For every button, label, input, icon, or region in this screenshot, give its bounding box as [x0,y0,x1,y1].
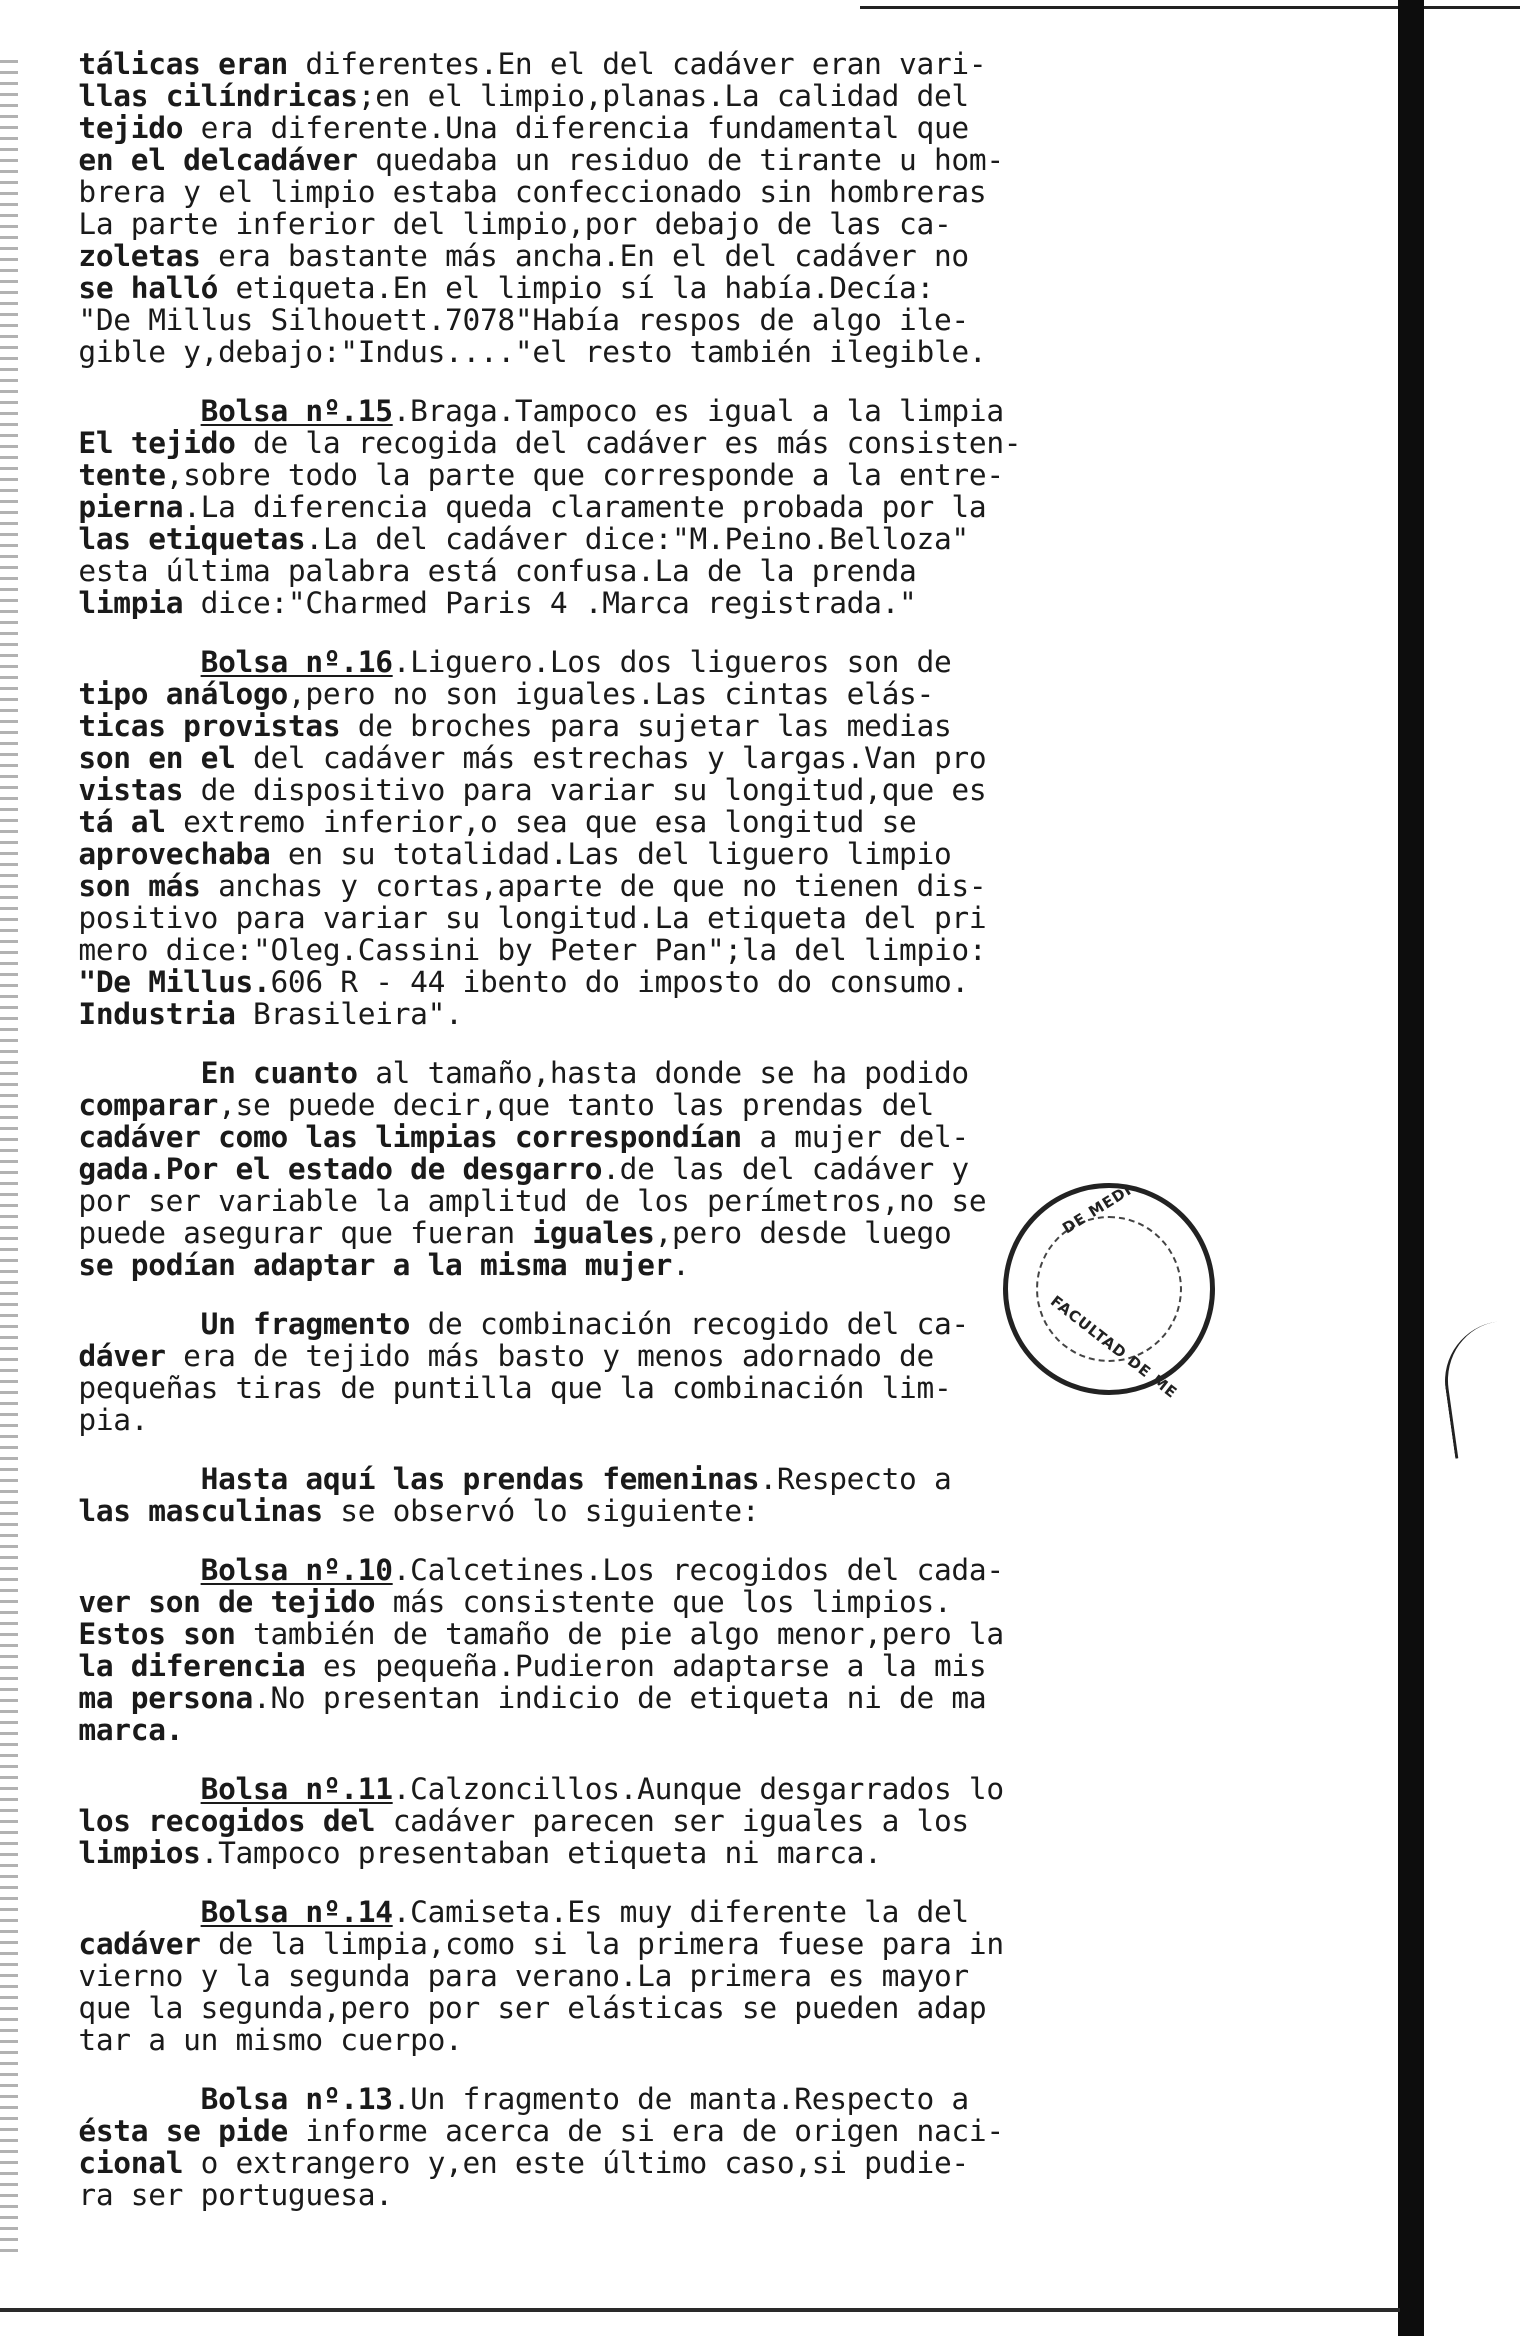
text-run: ,pero desde luego [654,1216,952,1250]
text-run: tar a un mismo cuerpo. [26,2023,463,2057]
text-run [26,1772,201,1806]
bottom-border-rule [0,2308,1400,2312]
text-run: gada.Por el estado de desgarro [78,1152,603,1186]
text-run [26,490,78,524]
text-run: 606 R - 44 ibento do imposto do consumo. [270,965,969,999]
text-run: etiqueta.En el limpio sí la había.Decía: [218,271,934,305]
bag-heading: Bolsa nº.16 [200,645,393,679]
text-line [26,1650,1026,1682]
text-run: pia. [26,1403,149,1437]
text-run [26,1649,78,1683]
text-run: más consistente que los limpios. [375,1585,952,1619]
text-line [26,998,1026,1030]
text-run [26,1895,201,1929]
text-line [26,112,1026,144]
text-run: Bolsa nº.13 [200,2082,393,2116]
text-run: ,se puede decir,que tanto las prendas del [218,1088,934,1122]
text-line [26,2024,1026,2056]
text-run: Estos son [78,1617,236,1651]
text-line [26,272,1026,304]
text-run: ma persona [78,1681,253,1715]
text-run: "De Millus Silhouett.7078"Había respos de algo ile- [26,303,969,337]
text-run: por ser variable la amplitud de los perímetros,no se [26,1184,987,1218]
text-run [26,143,78,177]
text-run: .Liguero.Los dos ligueros son de [392,645,952,679]
text-run: de combinación recogido del ca- [410,1307,969,1341]
text-run [26,2082,201,2116]
text-run: Industria [78,997,236,1031]
text-line [26,1495,1026,1527]
text-run [26,1339,78,1373]
text-run: era bastante más ancha.En el del cadáver no [200,239,969,273]
text-run: mero dice:"Oleg.Cassini by Peter Pan";la del limpio: [26,933,987,967]
paragraph [26,48,1026,368]
text-run: pequeñas tiras de puntilla que la combinación lim- [26,1371,952,1405]
text-run: vistas [78,773,184,807]
text-run: de dispositivo para variar su longitud,que es [183,773,987,807]
text-line [26,427,1026,459]
text-run: positivo para variar su longitud.La etiqueta del pri [26,901,987,935]
text-run: ésta se pide [78,2114,288,2148]
bag-heading: Bolsa nº.14 [200,1895,393,1929]
text-run [26,522,78,556]
text-run: ra ser portuguesa. [26,2178,393,2212]
text-line [26,176,1026,208]
text-run: .La diferencia queda claramente probada por la [183,490,987,524]
text-line [26,1308,1026,1340]
text-run: cional [78,2146,184,2180]
text-run [26,1713,78,1747]
text-run: extremo inferior,o sea que esa longitud se [165,805,917,839]
text-line [26,555,1026,587]
text-run: Hasta aquí las prendas femeninas [200,1462,760,1496]
text-run: ver son de tejido [78,1585,376,1619]
text-line [26,1372,1026,1404]
text-line [26,2083,1026,2115]
text-run [26,997,78,1031]
left-edge-bleed-through [0,60,18,2260]
text-line [26,336,1026,368]
text-line [26,1057,1026,1089]
text-line [26,902,1026,934]
text-run [26,426,78,460]
text-run: vierno y la segunda para verano.La primera es mayor [26,1959,969,1993]
text-line [26,208,1026,240]
text-run: cadáver como las limpias correspondían [78,1120,742,1154]
text-run: puede asegurar que fueran [26,1216,533,1250]
text-run: .Tampoco presentaban etiqueta ni marca. [200,1836,882,1870]
text-run [26,677,78,711]
text-run: cadáver parecen ser iguales a los [375,1804,969,1838]
text-line [26,1089,1026,1121]
text-run: .No presentan indicio de etiqueta ni de ma [253,1681,987,1715]
text-run: .Calzoncillos.Aunque desgarrados lo [392,1772,1004,1806]
text-run: limpios [78,1836,201,1870]
text-line [26,806,1026,838]
text-run: iguales [532,1216,655,1250]
bag-heading: Bolsa nº.11 [200,1772,393,1806]
text-line [26,1554,1026,1586]
text-run [26,47,78,81]
text-line [26,838,1026,870]
text-run [26,1617,78,1651]
text-line [26,523,1026,555]
paragraph [26,2083,1026,2211]
text-run [26,837,78,871]
text-run: .de las del cadáver y [602,1152,969,1186]
paragraph [26,1896,1026,2056]
text-run: es pequeña.Pudieron adaptarse a la mis [305,1649,987,1683]
text-run: se podían adaptar a la misma mujer [78,1248,673,1282]
text-run [26,1927,78,1961]
text-run [26,394,201,428]
text-line [26,1185,1026,1217]
paragraph [26,395,1026,619]
text-run: cadáver [78,1927,201,1961]
text-line [26,1837,1026,1869]
text-run: era de tejido más basto y menos adornado de [165,1339,934,1373]
text-line [26,774,1026,806]
text-run: En cuanto [200,1056,358,1090]
text-line [26,1682,1026,1714]
text-run: en su totalidad.Las del liguero limpio [270,837,952,871]
text-run: .La del cadáver dice:"M.Peino.Belloza" [305,522,969,556]
paragraph [26,646,1026,1030]
text-run [26,965,78,999]
text-run [26,1248,78,1282]
text-run: dáver [78,1339,166,1373]
text-run: diferentes.En el del cadáver eran vari- [287,47,987,81]
text-run [26,1804,78,1838]
text-run: El tejido [78,426,236,460]
text-run [26,1462,201,1496]
text-run [26,1307,201,1341]
text-line [26,2179,1026,2211]
text-run [26,1585,78,1619]
text-run: se halló [78,271,219,305]
text-line [26,1618,1026,1650]
paragraph [26,1057,1026,1281]
document-body [26,48,1026,2238]
text-run [26,709,78,743]
text-run: .Braga.Tampoco es igual a la limpia [392,394,1004,428]
text-run: ;en el limpio,planas.La calidad del [357,79,969,113]
text-line [26,2147,1026,2179]
text-run [26,805,78,839]
text-run: la diferencia [78,1649,306,1683]
text-run: quedaba un residuo de tirante u hom- [357,143,1004,177]
text-run [26,645,201,679]
text-run: al tamaño,hasta donde se ha podido [357,1056,969,1090]
text-run [26,2146,78,2180]
text-line [26,1773,1026,1805]
text-run: tá al [78,805,166,839]
text-run: las etiquetas [78,522,306,556]
text-run: .Calcetines.Los recogidos del cada- [392,1553,1004,1587]
text-run: "De Millus. [78,965,271,999]
text-run: . [672,1248,690,1282]
text-line [26,144,1026,176]
text-line [26,587,1026,619]
text-line [26,1805,1026,1837]
text-run [26,741,78,775]
text-line [26,678,1026,710]
text-run [26,1120,78,1154]
text-run: ticas provistas [78,709,341,743]
text-run [26,1836,78,1870]
text-line [26,1586,1026,1618]
text-line [26,646,1026,678]
seal-text-bottom: FACULTAD DE ME [1046,1291,1181,1403]
text-run: de la limpia,como si la primera fuese para in [200,1927,1004,1961]
seal-text-top: DE MEDI [1059,1180,1135,1238]
paragraph [26,1773,1026,1869]
text-run: .Respecto a [759,1462,952,1496]
text-line [26,1217,1026,1249]
text-run: los recogidos del [78,1804,376,1838]
text-line [26,1121,1026,1153]
text-line [26,2115,1026,2147]
text-run: a mujer del- [741,1120,969,1154]
text-run: tipo análogo [78,677,288,711]
text-run: gible y,debajo:"Indus...."el resto también ilegible. [26,335,987,369]
text-line [26,1340,1026,1372]
text-run [26,869,78,903]
text-run: son en el [78,741,236,775]
text-run: de la recogida del cadáver es más consisten- [235,426,1022,460]
text-line [26,966,1026,998]
text-line [26,1960,1026,1992]
text-line [26,459,1026,491]
text-line [26,1928,1026,1960]
text-run [26,1494,78,1528]
text-line [26,80,1026,112]
text-run: limpia [78,586,184,620]
text-run: tente [78,458,166,492]
text-run: zoletas [78,239,201,273]
text-line [26,710,1026,742]
paragraph [26,1308,1026,1436]
text-run: .Camiseta.Es muy diferente la del [392,1895,969,1929]
bag-heading: Bolsa nº.15 [200,394,393,428]
text-line [26,240,1026,272]
bag-heading: Bolsa nº.10 [200,1553,393,1587]
text-run: que la segunda,pero por ser elásticas se pueden adap [26,1991,987,2025]
right-scan-edge [1398,0,1424,2336]
text-line [26,934,1026,966]
text-line [26,1463,1026,1495]
text-run [26,1152,78,1186]
text-line [26,1404,1026,1436]
text-line [26,48,1026,80]
text-line [26,1153,1026,1185]
text-run [26,111,78,145]
text-line [26,1714,1026,1746]
text-run [26,1553,201,1587]
text-run: se observó lo siguiente: [322,1494,760,1528]
text-run: del cadáver más estrechas y largas.Van pro [235,741,987,775]
text-line [26,491,1026,523]
text-run [26,2114,78,2148]
text-run: .Un fragmento de manta.Respecto a [392,2082,969,2116]
text-line [26,1249,1026,1281]
text-run: tálicas eran [78,47,288,81]
text-run: informe acerca de si era de origen naci- [287,2114,1004,2148]
text-line [26,1992,1026,2024]
text-run: pierna [78,490,184,524]
text-run: o extrangero y,en este último caso,si pudie- [183,2146,969,2180]
text-run: aprovechaba [78,837,271,871]
text-run: ,pero no son iguales.Las cintas elás- [287,677,934,711]
text-run: son más [78,869,201,903]
text-line [26,1896,1026,1928]
text-run: de broches para sujetar las medias [340,709,952,743]
faculty-seal-stamp [1003,1180,1215,1403]
text-run: anchas y cortas,aparte de que no tienen dis- [200,869,987,903]
paragraph [26,1554,1026,1746]
text-run: era diferente.Una diferencia fundamental que [183,111,969,145]
pen-mark [1437,1321,1517,1459]
text-run: ,sobre todo la parte que corresponde a la entre- [165,458,1004,492]
text-run [26,1088,78,1122]
paragraph [26,1463,1026,1527]
text-run [26,79,78,113]
text-line [26,870,1026,902]
text-run: brera y el limpio estaba confeccionado sin hombreras [26,175,987,209]
text-run: tejido [78,111,184,145]
text-run: Brasileira". [235,997,463,1031]
text-run [26,1056,201,1090]
text-run: esta última palabra está confusa.La de la prenda [26,554,917,588]
text-run: La parte inferior del limpio,por debajo de las ca- [26,207,952,241]
text-run [26,458,78,492]
text-run [26,239,78,273]
text-run: marca. [78,1713,184,1747]
text-run: también de tamaño de pie algo menor,pero la [235,1617,1004,1651]
text-run [26,271,78,305]
text-line [26,395,1026,427]
text-run [26,773,78,807]
text-line [26,742,1026,774]
text-run [26,586,78,620]
text-run: dice:"Charmed Paris 4 .Marca registrada." [183,586,917,620]
text-run: Un fragmento [200,1307,411,1341]
text-run: las masculinas [78,1494,323,1528]
text-run [26,1681,78,1715]
text-run: en el delcadáver [78,143,358,177]
text-run: comparar [78,1088,219,1122]
text-line [26,304,1026,336]
text-run: llas cilíndricas [78,79,358,113]
